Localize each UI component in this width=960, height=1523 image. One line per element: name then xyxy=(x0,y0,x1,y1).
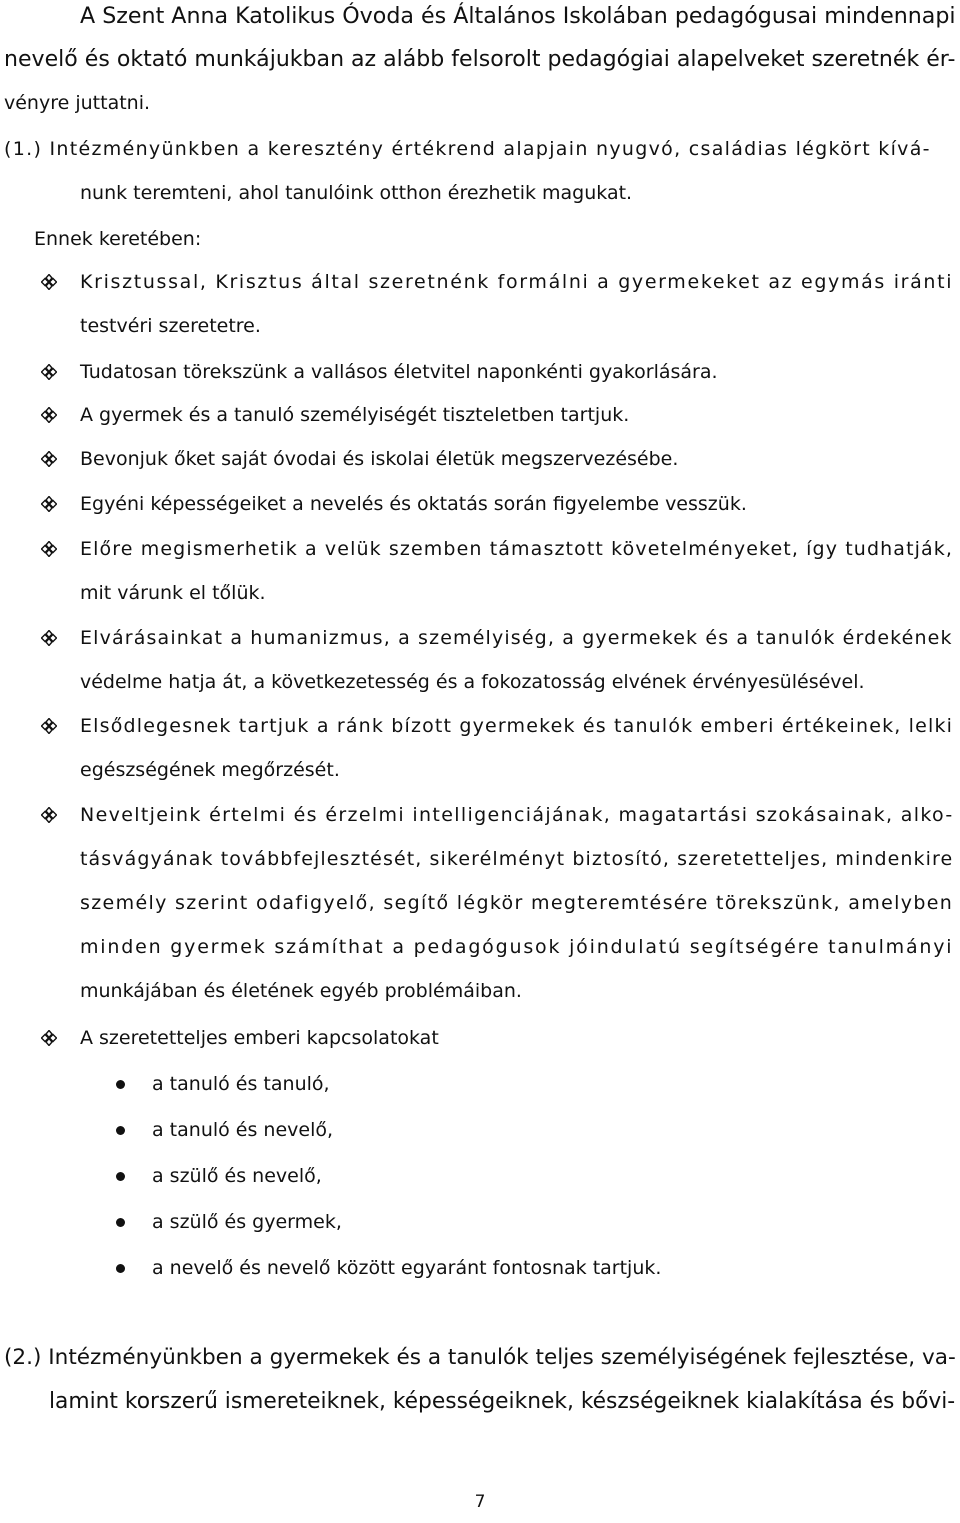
diamond-bullet-icon xyxy=(41,451,57,467)
diamond-bullet-icon xyxy=(41,807,57,823)
bullet-item-line: Elsődlegesnek tartjuk a ránk bízott gyermekek és tanulók emberi értékeinek, lelki xyxy=(80,715,954,737)
dot-bullet-icon xyxy=(116,1080,125,1089)
section1-line: nunk teremteni, ahol tanulóink otthon érezhetik magukat. xyxy=(80,182,633,204)
intro-line: vényre juttatni. xyxy=(4,92,151,114)
diamond-bullet-icon xyxy=(41,364,57,380)
bullet-item-line: tásvágyának továbbfejlesztését, sikerélményt biztosító, szeretetteljes, mindenkire xyxy=(80,848,954,870)
intro-line: A Szent Anna Katolikus Óvoda és Általános Iskolában pedagógusai mindennapi xyxy=(80,3,956,29)
dot-bullet-icon xyxy=(116,1172,125,1181)
sub-bullet-item: a szülő és gyermek, xyxy=(152,1211,342,1233)
sub-bullet-item: a tanuló és nevelő, xyxy=(152,1119,334,1141)
bullet-item-line: Tudatosan törekszünk a vallásos életvitel naponkénti gyakorlására. xyxy=(80,361,718,383)
diamond-bullet-icon xyxy=(41,496,57,512)
sub-bullet-item: a tanuló és tanuló, xyxy=(152,1073,330,1095)
bullet-item-line: Krisztussal, Krisztus által szeretnénk formálni a gyermekeket az egymás iránti xyxy=(80,271,954,293)
bullet-item-line: Neveltjeink értelmi és érzelmi intelligenciájának, magatartási szokásainak, alko- xyxy=(80,804,954,826)
bullet-item-line: munkájában és életének egyéb problémáiban. xyxy=(80,980,522,1002)
bullet-item-line: mit várunk el tőlük. xyxy=(80,582,266,604)
bullet-item-line: személy szerint odafigyelő, segítő légkör megteremtésére törekszünk, amelyben xyxy=(80,892,954,914)
bullet-item-line: A gyermek és a tanuló személyiségét tiszteletben tartjuk. xyxy=(80,404,630,426)
frame-label: Ennek keretében: xyxy=(34,228,202,250)
sub-bullet-item: a szülő és nevelő, xyxy=(152,1165,322,1187)
diamond-bullet-icon xyxy=(41,1030,57,1046)
sub-bullet-item: a nevelő és nevelő között egyaránt fontosnak tartjuk. xyxy=(152,1257,662,1279)
intro-line: nevelő és oktató munkájukban az alább felsorolt pedagógiai alapelveket szeretnék ér- xyxy=(4,47,956,72)
bullet-item-line: A szeretetteljes emberi kapcsolatokat xyxy=(80,1027,439,1049)
bullet-item-line: Bevonjuk őket saját óvodai és iskolai életük megszervezésébe. xyxy=(80,448,679,470)
dot-bullet-icon xyxy=(116,1264,125,1273)
bullet-item-line: testvéri szeretetre. xyxy=(80,315,261,337)
page-number: 7 xyxy=(474,1492,486,1512)
diamond-bullet-icon xyxy=(41,718,57,734)
bullet-item-line: Előre megismerhetik a velük szemben támasztott követelményeket, így tudhatják, xyxy=(80,538,954,560)
section2-line: lamint korszerű ismereteiknek, képességeiknek, készségeiknek kialakítása és bővi- xyxy=(49,1389,956,1414)
bullet-item-line: védelme hatja át, a következetesség és a fokozatosság elvének érvényesülésével. xyxy=(80,671,865,693)
bullet-item-line: egészségének megőrzését. xyxy=(80,759,340,781)
section2-line: (2.) Intézményünkben a gyermekek és a tanulók teljes személyiségének fejlesztése, va- xyxy=(4,1345,956,1370)
diamond-bullet-icon xyxy=(41,541,57,557)
bullet-item-line: Egyéni képességeiket a nevelés és oktatás során figyelembe vesszük. xyxy=(80,493,747,515)
dot-bullet-icon xyxy=(116,1218,125,1227)
dot-bullet-icon xyxy=(116,1126,125,1135)
diamond-bullet-icon xyxy=(41,407,57,423)
bullet-item-line: Elvárásainkat a humanizmus, a személyiség, a gyermekek és a tanulók érdekének xyxy=(80,627,953,649)
diamond-bullet-icon xyxy=(41,630,57,646)
diamond-bullet-icon xyxy=(41,274,57,290)
bullet-item-line: minden gyermek számíthat a pedagógusok jóindulatú segítségére tanulmányi xyxy=(80,936,954,958)
section1-line: (1.) Intézményünkben a keresztény értékrend alapjain nyugvó, családias légkört kívá- xyxy=(4,138,931,160)
